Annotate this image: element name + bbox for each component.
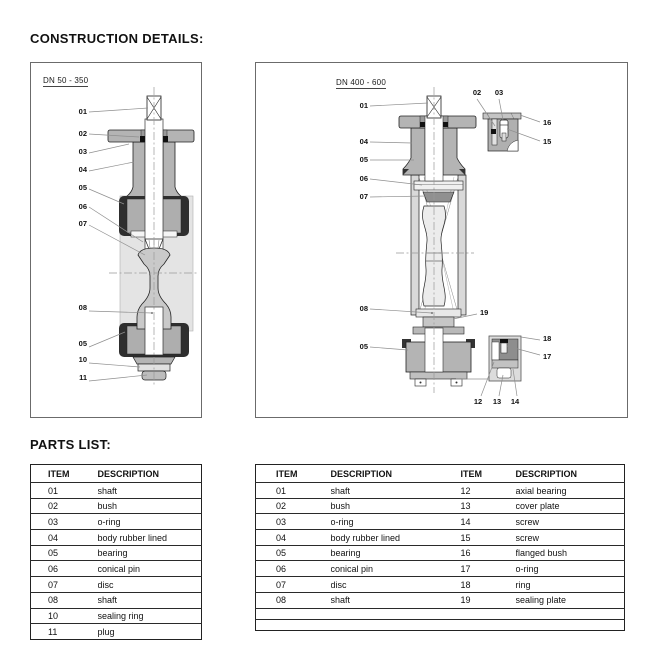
bearing-band <box>414 181 463 190</box>
callout-01: 01 <box>78 107 87 116</box>
callout-05-upper: 05 <box>78 183 87 192</box>
table-row: 03 o-ring <box>31 514 202 530</box>
callout-04: 04 <box>78 165 87 174</box>
parts-list-title: PARTS LIST: <box>30 437 112 452</box>
parts-table-dn50-350 <box>30 464 202 640</box>
column-header: DESCRIPTION <box>330 469 393 479</box>
table-row: 01 shaft <box>31 483 202 499</box>
callout-16: 16 <box>543 118 552 127</box>
table-row: 08 shaft <box>31 592 202 608</box>
parts-table-dn400-600 <box>255 464 625 631</box>
table-row: 11 plug <box>48 626 115 637</box>
callout-10: 10 <box>78 355 87 364</box>
callout-03: 03 <box>78 147 87 156</box>
callout-02: 02 <box>472 88 482 97</box>
table-row: 02 bush 13 cover plate <box>256 498 625 514</box>
callout-05-lower: 05 <box>78 339 87 348</box>
empty-row <box>256 608 625 619</box>
column-header: ITEM <box>276 469 298 479</box>
callout-13: 13 <box>492 397 502 406</box>
callout-05-lower: 05 <box>359 342 368 351</box>
table-row: 04 body rubber lined 15 screw <box>256 530 625 546</box>
column-header: DESCRIPTION <box>515 469 578 479</box>
dn-range-label: DN 50 - 350 <box>43 76 89 85</box>
table-row: 10 sealing ring <box>31 608 202 624</box>
table-row: 04 body rubber lined <box>31 530 202 546</box>
table-row: 01 shaft 12 axial bearing <box>256 483 625 499</box>
callout-07: 07 <box>78 219 87 228</box>
callout-08: 08 <box>78 303 87 312</box>
callout-03: 03 <box>494 88 504 97</box>
table-row: 07 disc 18 ring <box>256 577 625 593</box>
callout-06: 06 <box>359 174 368 183</box>
callout-07: 07 <box>359 192 368 201</box>
column-header: ITEM <box>48 469 70 479</box>
table-row: 02 bush <box>31 498 202 514</box>
callout-17: 17 <box>543 352 552 361</box>
empty-row <box>256 619 625 630</box>
dn-range-label: DN 400 - 600 <box>336 78 386 87</box>
table-row: 08 shaft 19 sealing plate <box>256 592 625 608</box>
callout-02: 02 <box>78 129 87 138</box>
table-row: 06 conical pin 17 o-ring <box>256 561 625 577</box>
column-header: DESCRIPTION <box>97 469 160 479</box>
callout-11: 11 <box>79 373 87 382</box>
diagram-panel-dn400-600 <box>255 62 628 418</box>
column-header: ITEM <box>460 469 482 479</box>
header-row <box>256 465 625 483</box>
callout-08: 08 <box>359 304 368 313</box>
callout-05-upper: 05 <box>359 155 368 164</box>
callout-01: 01 <box>359 101 368 110</box>
callout-18: 18 <box>543 334 552 343</box>
table-row: 05 bearing <box>31 545 202 561</box>
table-row: 03 o-ring 14 screw <box>256 514 625 530</box>
disc-hub <box>423 192 454 202</box>
callout-14: 14 <box>510 397 520 406</box>
table-row: 07 disc <box>31 577 202 593</box>
callout-15: 15 <box>543 137 552 146</box>
callout-19: 19 <box>480 308 489 317</box>
page-title: CONSTRUCTION DETAILS: <box>30 31 204 46</box>
callout-12: 12 <box>473 397 483 406</box>
diagram-panel-dn50-350 <box>30 62 202 418</box>
table-row: 06 conical pin <box>31 561 202 577</box>
valve-cross-section-dn50-350 <box>31 63 201 417</box>
table-row: 05 bearing 16 flanged bush <box>256 545 625 561</box>
callout-04: 04 <box>359 137 368 146</box>
header-row <box>31 465 202 483</box>
bottom-detail-axial-bearing <box>489 336 521 381</box>
valve-cross-section-dn400-600 <box>256 63 627 417</box>
callout-06: 06 <box>78 202 87 211</box>
